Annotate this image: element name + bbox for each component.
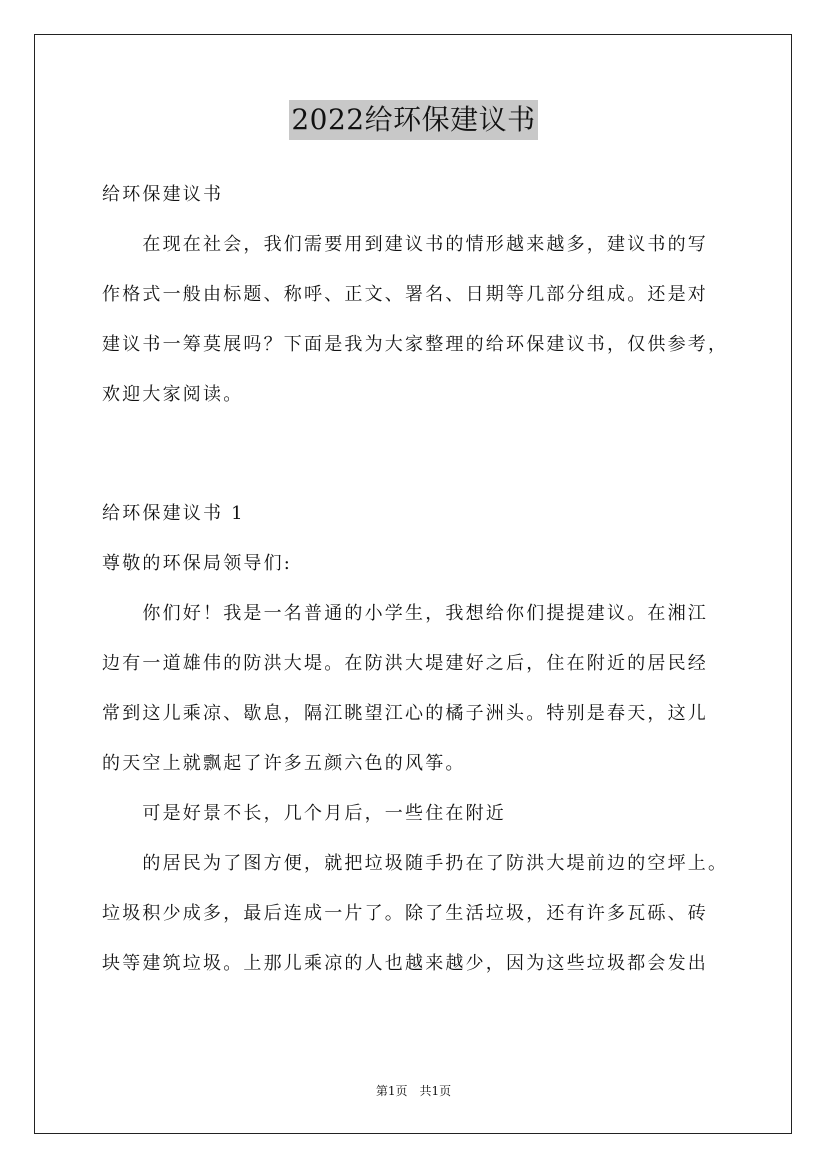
- para1-line-1: 你们好！我是一名普通的小学生，我想给你们提提建议。在湘江: [102, 603, 708, 624]
- page-footer: 第1页 共1页: [375, 1084, 452, 1098]
- intro-line-4: 欢迎大家阅读。: [102, 384, 244, 405]
- intro-line-2: 作格式一般由标题、称呼、正文、署名、日期等几部分组成。还是对: [102, 284, 708, 305]
- section-title: 给环保建议书 1: [102, 503, 245, 524]
- subheading: 给环保建议书: [102, 184, 224, 205]
- document-body: [102, 176, 734, 982]
- para1-line-2: 边有一道雄伟的防洪大堤。在防洪大堤建好之后，住在附近的居民经: [102, 653, 708, 674]
- para3-line-1: 的居民为了图方便，就把垃圾随手扔在了防洪大堤前边的空坪上。: [102, 853, 729, 874]
- para1-line-4: 的天空上就飘起了许多五颜六色的风筝。: [102, 753, 466, 774]
- document-title: 2022给环保建议书: [289, 100, 537, 140]
- para3-line-3: 块等建筑垃圾。上那儿乘凉的人也越来越少，因为这些垃圾都会发出: [102, 953, 708, 974]
- para1-line-3: 常到这儿乘凉、歇息，隔江眺望江心的橘子洲头。特别是春天，这儿: [102, 703, 708, 724]
- salutation: 尊敬的环保局领导们:: [102, 553, 293, 574]
- intro-line-1: 在现在社会，我们需要用到建议书的情形越来越多，建议书的写: [102, 234, 708, 255]
- intro-line-3: 建议书一筹莫展吗？下面是我为大家整理的给环保建议书，仅供参考，: [102, 334, 729, 355]
- title-container: [0, 100, 827, 140]
- para3-line-2: 垃圾积少成多，最后连成一片了。除了生活垃圾，还有许多瓦砾、砖: [102, 903, 708, 924]
- para2-line-1: 可是好景不长，几个月后，一些住在附近: [102, 803, 506, 824]
